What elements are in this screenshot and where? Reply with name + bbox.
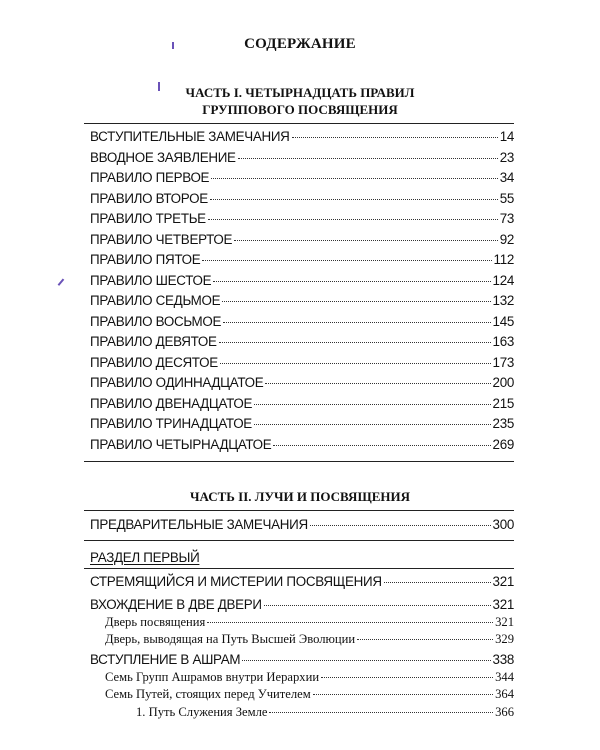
toc-entry[interactable]	[90, 170, 514, 186]
toc-entry-label: ПРАВИЛО ДЕСЯТОЕ	[90, 354, 218, 370]
toc-entry-label: Дверь, выводящая на Путь Высшей Эволюции	[105, 632, 356, 646]
toc-entry[interactable]	[90, 652, 514, 668]
toc-leader-dots	[357, 638, 493, 640]
part1-top-rule	[84, 123, 514, 124]
toc-entry[interactable]	[90, 273, 514, 289]
toc-entry-label: ПРАВИЛО ДЕВЯТОЕ	[90, 334, 217, 349]
scan-mark	[158, 82, 160, 91]
toc-leader-dots	[310, 524, 491, 526]
toc-entry[interactable]	[105, 670, 514, 686]
toc-entry-label: 1. Путь Служения Земле	[136, 705, 268, 719]
toc-entry-page: 344	[495, 670, 514, 684]
toc-entry-label: ПРАВИЛО ТРИНАДЦАТОЕ	[90, 416, 252, 431]
toc-entry-label: ПРАВИЛО ОДИННАДЦАТОЕ	[90, 375, 264, 390]
toc-entry-label: ПРАВИЛО ВОСЬМОЕ	[90, 313, 222, 329]
toc-entry[interactable]	[105, 632, 514, 648]
scan-mark	[172, 42, 174, 49]
toc-entry[interactable]	[90, 150, 514, 166]
toc-entry-page: 321	[492, 597, 514, 612]
toc-entry-page: 321	[495, 615, 514, 629]
toc-entry[interactable]	[90, 396, 514, 412]
toc-leader-dots	[265, 382, 490, 384]
toc-leader-dots	[210, 198, 498, 200]
toc-entry[interactable]	[90, 355, 514, 371]
toc-entry-label: ВСТУПЛЕНИЕ В АШРАМ	[90, 652, 241, 667]
scan-mark	[58, 278, 64, 285]
toc-leader-dots	[292, 136, 498, 138]
toc-entry[interactable]	[90, 517, 514, 533]
toc-leader-dots	[234, 239, 498, 241]
part1-heading-line1: ЧАСТЬ I. ЧЕТЫРНАДЦАТЬ ПРАВИЛ	[185, 85, 415, 100]
toc-leader-dots	[222, 300, 490, 302]
toc-entry[interactable]	[90, 252, 514, 268]
toc-entry-page: 124	[492, 272, 514, 288]
toc-entry[interactable]	[90, 191, 514, 207]
toc-entry[interactable]	[105, 615, 514, 631]
part2-heading: ЧАСТЬ II. ЛУЧИ И ПОСВЯЩЕНИЯ	[189, 489, 411, 504]
toc-entry-label: Семь Групп Ашрамов внутри Иерархии	[105, 670, 320, 684]
toc-entry[interactable]	[105, 687, 514, 703]
toc-entry-page: 92	[499, 231, 514, 247]
toc-entry-page: 269	[492, 436, 514, 452]
toc-leader-dots	[223, 321, 490, 323]
toc-entry[interactable]	[90, 129, 514, 145]
toc-entry-page: 132	[492, 293, 514, 308]
toc-entry-page: 145	[492, 313, 514, 329]
toc-entry[interactable]	[90, 597, 514, 613]
toc-entry-label: ПРАВИЛО ПЕРВОЕ	[90, 170, 210, 185]
toc-entry[interactable]	[90, 293, 514, 309]
toc-entry-label: ПРАВИЛО ВТОРОЕ	[90, 190, 208, 206]
toc-entry[interactable]	[90, 574, 514, 590]
toc-entry-label: ВВОДНОЕ ЗАЯВЛЕНИЕ	[90, 149, 236, 165]
toc-leader-dots	[254, 423, 491, 425]
toc-entry[interactable]	[90, 334, 514, 350]
toc-leader-dots	[242, 659, 490, 661]
toc-entry-label: ПРЕДВАРИТЕЛЬНЫЕ ЗАМЕЧАНИЯ	[90, 517, 308, 532]
toc-leader-dots	[254, 403, 490, 405]
toc-entry-label: ПРАВИЛО ЧЕТЫРНАДЦАТОЕ	[90, 436, 272, 452]
part2-intro-rule	[84, 540, 514, 541]
toc-entry-label: ПРАВИЛО СЕДЬМОЕ	[90, 293, 221, 308]
toc-entry-page: 23	[499, 149, 514, 165]
toc-entry-label: Дверь посвящения	[105, 615, 206, 629]
toc-entry-label: ПРАВИЛО ШЕСТОЕ	[90, 272, 212, 288]
toc-leader-dots	[321, 676, 493, 678]
toc-entry-page: 34	[499, 170, 514, 185]
toc-entry-page: 300	[492, 517, 514, 532]
toc-leader-dots	[384, 581, 491, 583]
toc-entry[interactable]	[90, 314, 514, 330]
toc-leader-dots	[207, 621, 493, 623]
toc-entry-label: ВХОЖДЕНИЕ В ДВЕ ДВЕРИ	[90, 597, 262, 612]
toc-entry-page: 163	[492, 334, 514, 349]
part1-bottom-rule	[84, 461, 514, 462]
part1-heading-line2: ГРУППОВОГО ПОСВЯЩЕНИЯ	[202, 102, 398, 117]
page-title: СОДЕРЖАНИЕ	[244, 36, 356, 52]
toc-leader-dots	[273, 444, 490, 446]
toc-entry[interactable]	[90, 232, 514, 248]
toc-entry-page: 73	[499, 211, 514, 226]
toc-entry-page: 215	[492, 395, 514, 411]
toc-leader-dots	[202, 259, 491, 261]
toc-entry[interactable]	[90, 416, 514, 432]
toc-leader-dots	[220, 362, 491, 364]
toc-leader-dots	[313, 693, 493, 695]
toc-entry[interactable]	[136, 705, 514, 721]
toc-entry-page: 14	[499, 129, 514, 144]
toc-entry-page: 112	[493, 252, 514, 267]
toc-entry[interactable]	[90, 437, 514, 453]
toc-entry-page: 321	[492, 574, 514, 589]
toc-entry-page: 364	[495, 687, 514, 701]
toc-entry-page: 200	[492, 375, 514, 390]
toc-entry-page: 366	[495, 705, 514, 719]
toc-entry-page: 173	[492, 354, 514, 370]
toc-leader-dots	[213, 280, 490, 282]
toc-entry-page: 338	[492, 652, 514, 667]
toc-leader-dots	[208, 218, 498, 220]
toc-entry-label: ПРАВИЛО ПЯТОЕ	[90, 252, 201, 267]
toc-leader-dots	[219, 341, 491, 343]
toc-entry-label: ПРАВИЛО ЧЕТВЕРТОЕ	[90, 231, 233, 247]
part2-top-rule	[84, 510, 514, 511]
toc-entry-page: 235	[492, 416, 514, 431]
section-heading: РАЗДЕЛ ПЕРВЫЙ	[90, 550, 200, 565]
toc-entry-page: 55	[499, 190, 514, 206]
toc-entry-label: СТРЕМЯЩИЙСЯ И МИСТЕРИИ ПОСВЯЩЕНИЯ	[90, 574, 382, 589]
toc-entry-label: ВСТУПИТЕЛЬНЫЕ ЗАМЕЧАНИЯ	[90, 129, 290, 144]
toc-entry-label: ПРАВИЛО ТРЕТЬЕ	[90, 211, 206, 226]
toc-leader-dots	[269, 711, 493, 713]
toc-entry-label: ПРАВИЛО ДВЕНАДЦАТОЕ	[90, 395, 253, 411]
toc-leader-dots	[211, 177, 498, 179]
toc-leader-dots	[264, 604, 491, 606]
toc-entry-label: Семь Путей, стоящих перед Учителем	[105, 687, 311, 701]
toc-entry-page: 329	[495, 632, 514, 646]
toc-entry[interactable]	[90, 375, 514, 391]
toc-entry[interactable]	[90, 211, 514, 227]
section-rule	[84, 568, 514, 569]
toc-leader-dots	[238, 157, 498, 159]
